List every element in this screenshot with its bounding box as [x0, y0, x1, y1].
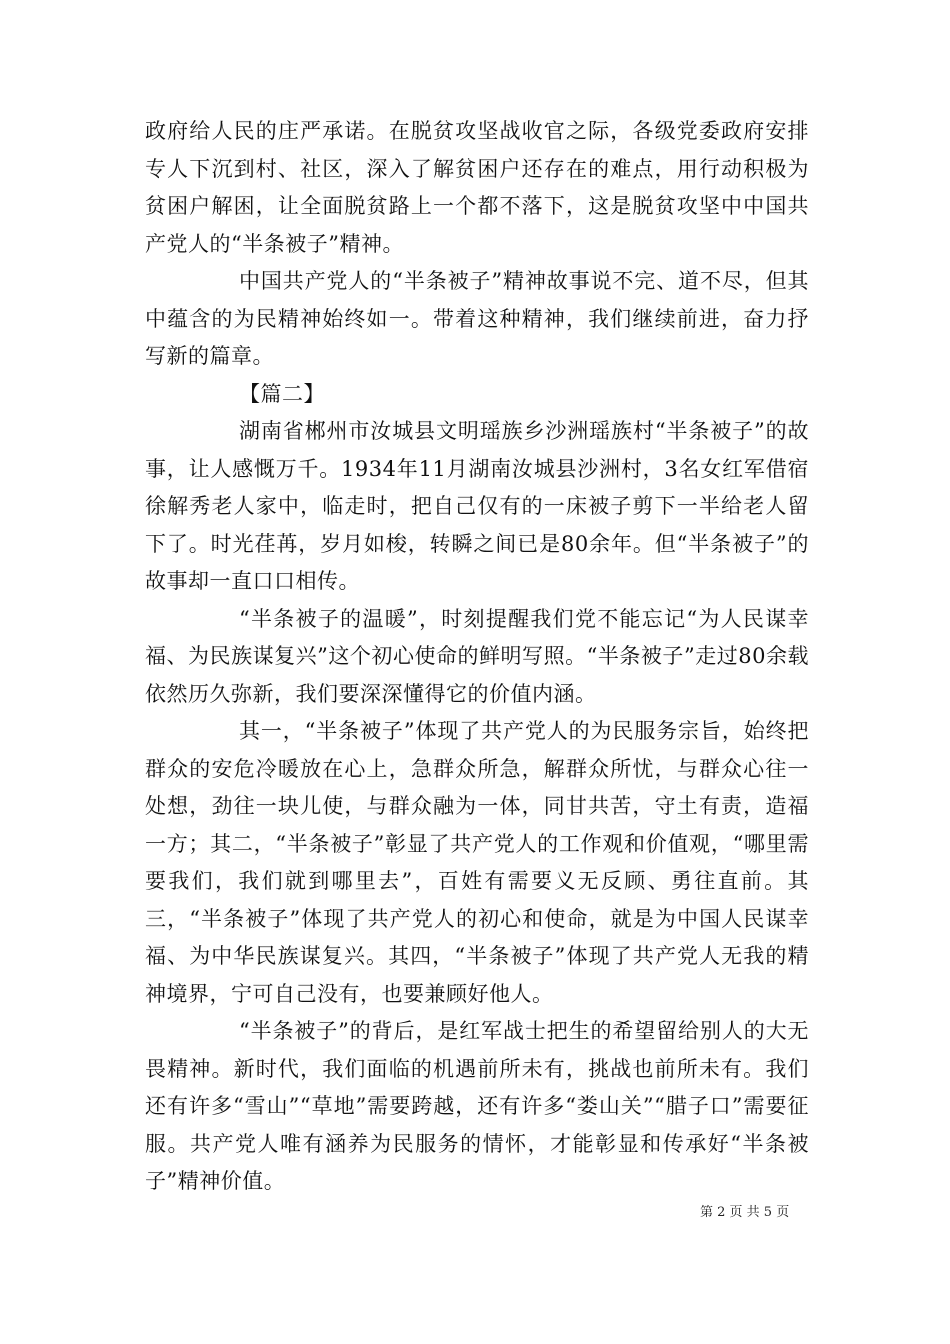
- page-number-footer: 第 2 页 共 5 页: [700, 1205, 790, 1220]
- paragraph: “半条被子”的背后，是红军战士把生的希望留给别人的大无畏精神。新时代，我们面临的机遇前所未有，挑战也前所未有。我们还有许多“雪山”“草地”需要跨越，还有许多“娄山关”“腊子口”需要征服。共产党人唯有涵养为民服务的情怀，才能彰显和传承好“半条被子”精神价值。: [145, 1019, 809, 1193]
- paragraph: 其一，“半条被子”体现了共产党人的为民服务宗旨，始终把群众的安危冷暖放在心上，急群众所急，解群众所忧，与群众心往一处想，劲往一块儿使，与群众融为一体，同甘共苦，守土有责，造福一方；其二，“半条被子”彰显了共产党人的工作观和价值观，“哪里需要我们，我们就到哪里去”，百姓有需要义无反顾、勇往直前。其三，“半条被子”体现了共产党人的初心和使命，就是为中国人民谋幸福、为中华民族谋复兴。其四，“半条被子”体现了共产党人无我的精神境界，宁可自己没有，也要兼顾好他人。: [145, 719, 809, 1006]
- paragraph: 湖南省郴州市汝城县文明瑶族乡沙洲瑶族村“半条被子”的故事，让人感慨万千。1934年11月湖南汝城县沙洲村，3名女红军借宿徐解秀老人家中，临走时，把自己仅有的一床被子剪下一半给老人留下了。时光荏苒，岁月如梭，转瞬之间已是80余年。但“半条被子”的故事却一直口口相传。: [145, 419, 809, 593]
- paragraph: “半条被子的温暖”，时刻提醒我们党不能忘记“为人民谋幸福、为民族谋复兴”这个初心使命的鲜明写照。“半条被子”走过80余载依然历久弥新，我们要深深懂得它的价值内涵。: [145, 606, 809, 706]
- paragraph-continuation: 政府给人民的庄严承诺。在脱贫攻坚战收官之际，各级党委政府安排专人下沉到村、社区，深入了解贫困户还存在的难点，用行动积极为贫困户解困，让全面脱贫路上一个都不落下，这是脱贫攻坚中中国共产党人的“半条被子”精神。: [145, 119, 809, 256]
- section-heading: 【篇二】: [239, 381, 325, 406]
- document-body: [145, 113, 809, 1201]
- paragraph: 中国共产党人的“半条被子”精神故事说不完、道不尽，但其中蕴含的为民精神始终如一。带着这种精神，我们继续前进，奋力抒写新的篇章。: [145, 269, 809, 368]
